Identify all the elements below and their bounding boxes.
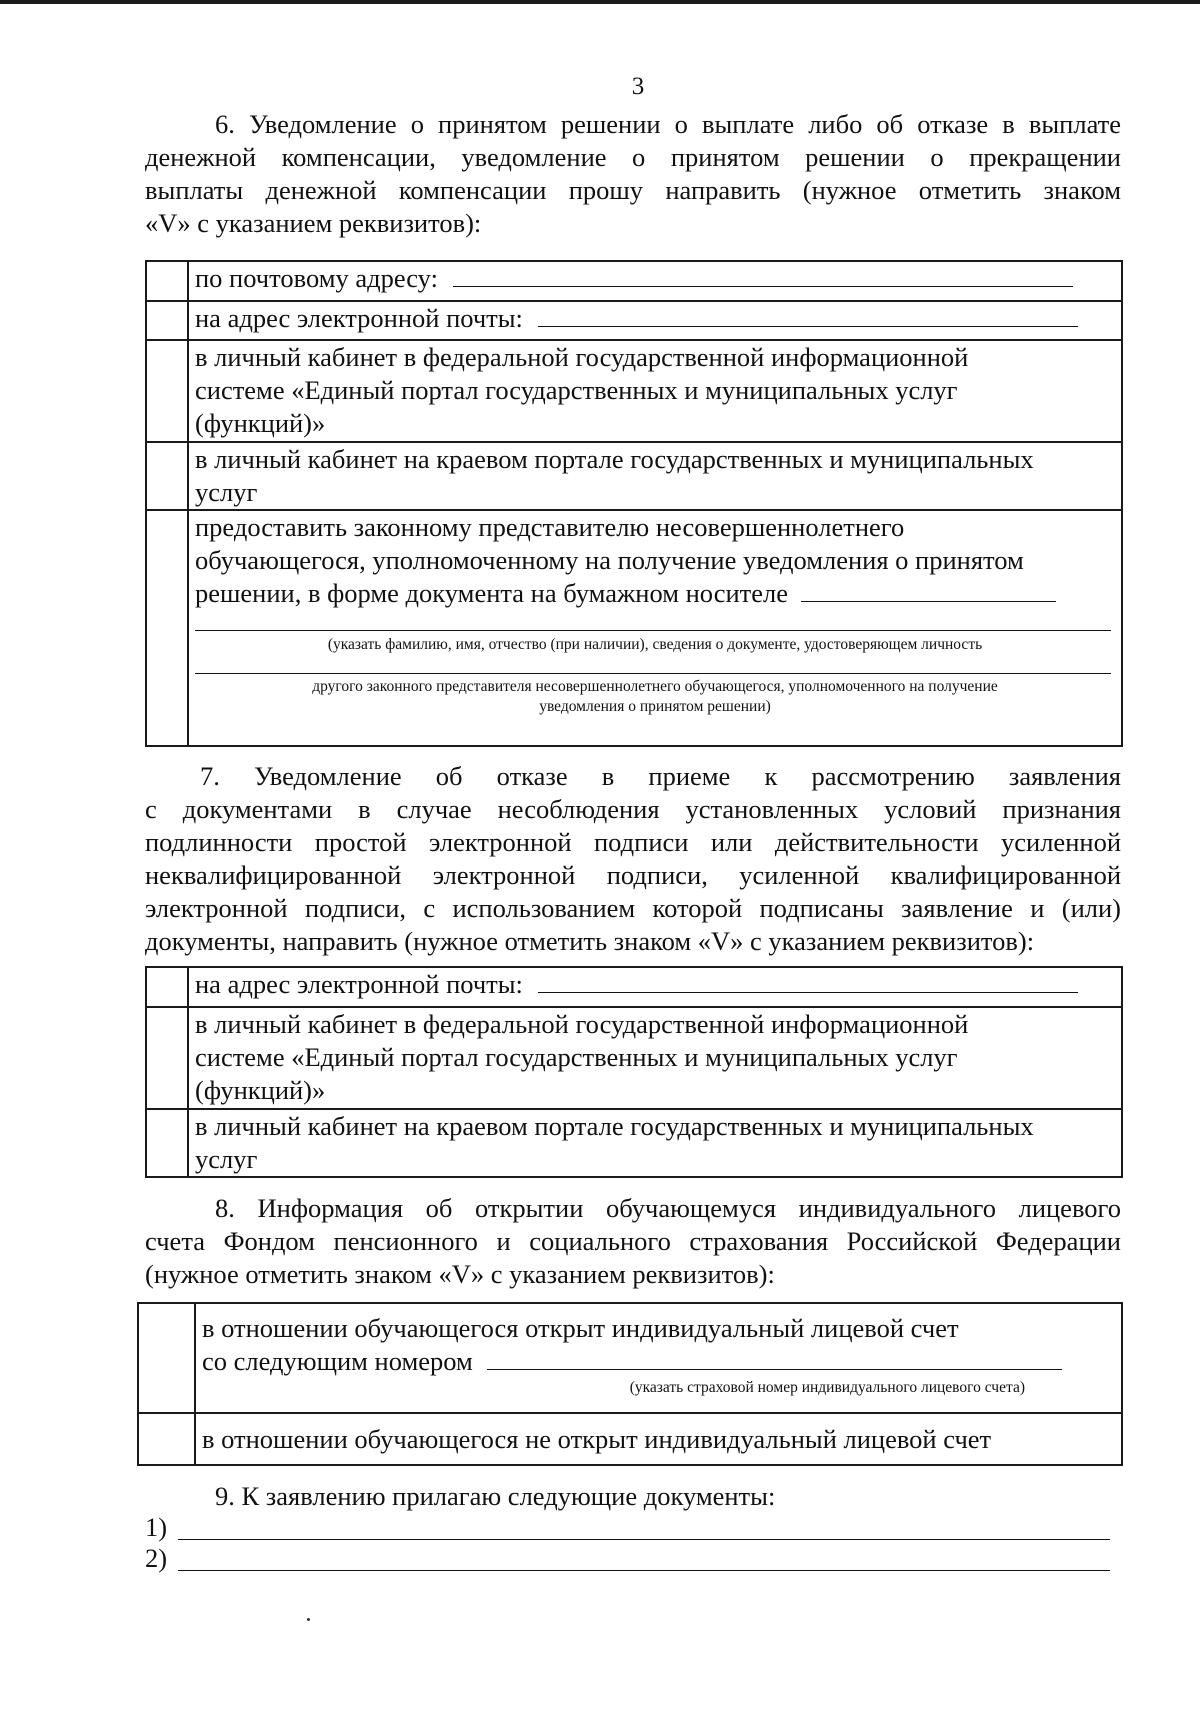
paper-hint-2a: другого законного представителя несовершеннолетнего обучающегося, уполномоченного на получение xyxy=(312,678,998,695)
checkbox-regional-portal-7[interactable] xyxy=(146,1109,188,1177)
section-7-options-table xyxy=(145,966,1123,1178)
option-postal: по почтовому адресу: xyxy=(188,261,1122,301)
section-6-line: выплаты денежной компенсации прошу направить (нужное отметить знаком xyxy=(145,175,1121,205)
attachment-item-1 xyxy=(145,1512,1110,1542)
option-paper-document: предоставить законному представителю несовершеннолетнего обучающегося, уполномоченному на получение уведомления о принятом решении, в форме документа на бумажном носителе (указать фамилию, имя, отчество (при наличии), сведения о документе, удостоверяющем личность другого законного представителя несовершеннолетнего обучающегося, уполномоченного на получение уведомления о принятом решении) xyxy=(188,510,1122,746)
section-8-paragraph xyxy=(145,1192,1121,1291)
section-8-line: (нужное отметить знаком «V» с указанием реквизитов): xyxy=(145,1259,775,1289)
option-email-7: на адрес электронной почты: xyxy=(188,967,1122,1007)
attachment-field-1[interactable] xyxy=(178,1539,1110,1540)
section-8-line: 8. Информация об открытии обучающемуся индивидуального лицевого xyxy=(215,1193,1121,1223)
section-7-line: неквалифицированной электронной подписи, усиленной квалифицированной xyxy=(145,860,1121,890)
section-8-line: счета Фондом пенсионного и социального страхования Российской Федерации xyxy=(145,1226,1121,1256)
email-field-7[interactable] xyxy=(538,968,1078,993)
checkbox-paper-document[interactable] xyxy=(146,510,188,746)
section-9-title: 9. К заявлению прилагаю следующие документы: xyxy=(215,1481,776,1511)
option-account-opened: в отношении обучающегося открыт индивидуальный лицевой счет со следующим номером (указать страховой номер индивидуального лицевого счета) xyxy=(195,1303,1122,1413)
checkbox-account-not-opened[interactable] xyxy=(138,1413,195,1465)
checkbox-gosuslugi-7[interactable] xyxy=(146,1007,188,1109)
attachment-number: 1) xyxy=(145,1512,168,1542)
attachment-number: 2) xyxy=(145,1543,168,1573)
paper-recipient-field[interactable] xyxy=(801,577,1056,602)
snils-field[interactable] xyxy=(487,1345,1062,1370)
checkbox-postal[interactable] xyxy=(146,261,188,301)
section-7-line: подлинности простой электронной подписи или действительности усиленной xyxy=(145,827,1121,857)
paper-hint-1: (указать фамилию, имя, отчество (при наличии), сведения о документе, удостоверяющем личность xyxy=(327,636,983,653)
section-7-line: 7. Уведомление об отказе в приеме к рассмотрению заявления xyxy=(200,761,1121,791)
checkbox-account-opened[interactable] xyxy=(138,1303,195,1413)
section-7-line: электронной подписи, с использованием которой подписаны заявление и (или) xyxy=(145,893,1121,923)
section-7-line: с документами в случае несоблюдения установленных условий признания xyxy=(145,794,1121,824)
section-7-paragraph xyxy=(145,760,1121,958)
option-gosuslugi: в личный кабинет в федеральной государственной информационной системе «Единый портал государственных и муниципальных услуг (функций)» xyxy=(188,340,1122,442)
option-account-not-opened: в отношении обучающегося не открыт индивидуальный лицевой счет xyxy=(195,1413,1122,1465)
option-gosuslugi-7: в личный кабинет в федеральной государственной информационной системе «Единый портал государственных и муниципальных услуг (функций)» xyxy=(188,1007,1122,1109)
scan-speck xyxy=(307,1618,310,1621)
postal-address-field[interactable] xyxy=(453,262,1073,287)
email-field[interactable] xyxy=(538,302,1078,327)
top-border-line xyxy=(0,0,1200,4)
section-6-line: денежной компенсации, уведомление о принятом решении о прекращении xyxy=(145,142,1121,172)
section-6-line: «V» с указанием реквизитов): xyxy=(145,208,482,238)
paper-hint-2b: уведомления о принятом решении) xyxy=(539,698,771,715)
page-number: 3 xyxy=(631,73,645,100)
option-email: на адрес электронной почты: xyxy=(188,301,1122,340)
checkbox-email[interactable] xyxy=(146,301,188,340)
paper-recipient-line-3[interactable] xyxy=(195,655,1111,674)
section-6-line: 6. Уведомление о принятом решении о выплате либо об отказе в выплате xyxy=(215,109,1121,139)
paper-recipient-line-2[interactable] xyxy=(195,610,1111,631)
option-regional-portal: в личный кабинет на краевом портале государственных и муниципальных услуг xyxy=(188,442,1122,510)
section-6-paragraph xyxy=(145,108,1121,240)
attachment-field-2[interactable] xyxy=(178,1570,1110,1571)
section-6-options-table xyxy=(145,260,1123,747)
checkbox-regional-portal[interactable] xyxy=(146,442,188,510)
checkbox-email-7[interactable] xyxy=(146,967,188,1007)
option-regional-portal-7: в личный кабинет на краевом портале государственных и муниципальных услуг xyxy=(188,1109,1122,1177)
checkbox-gosuslugi[interactable] xyxy=(146,340,188,442)
snils-hint: (указать страховой номер индивидуального лицевого счета) xyxy=(629,1379,1025,1396)
section-7-line: документы, направить (нужное отметить знаком «V» с указанием реквизитов): xyxy=(145,926,1035,956)
attachment-item-2 xyxy=(145,1543,1110,1573)
section-8-options-table xyxy=(137,1302,1123,1466)
